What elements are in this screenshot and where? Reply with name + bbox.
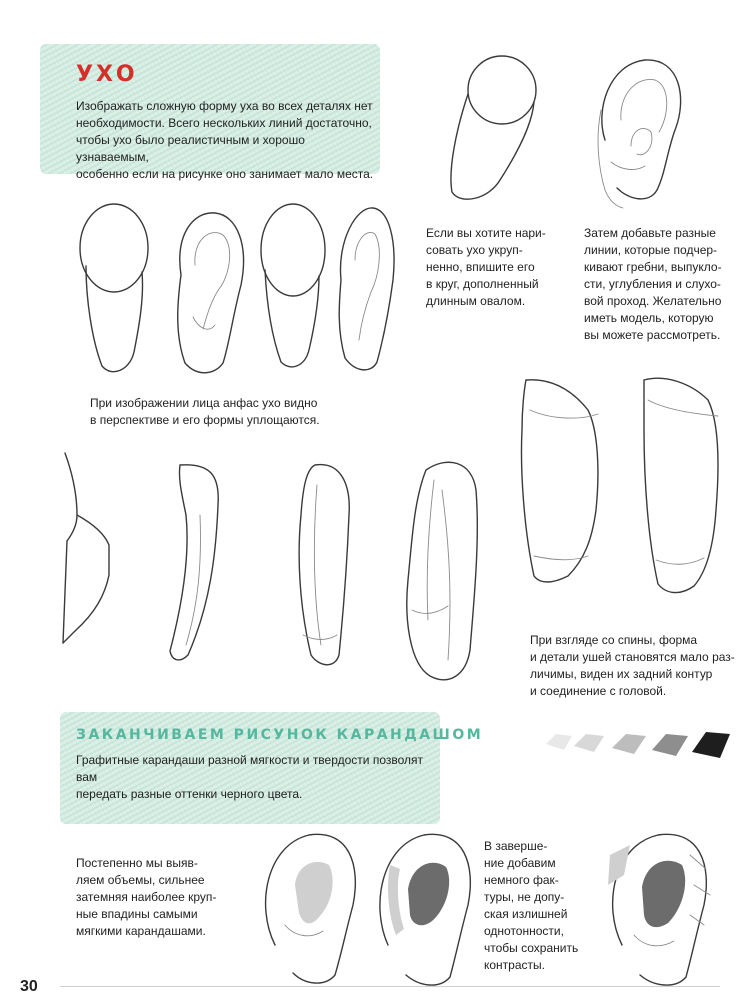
note-circle-oval: Если вы хотите нари- совать ухо укруп- ненно, впишите его в круг, дополненный длинным овалом. [426, 226, 546, 308]
back-view-ear-2-sketch [636, 370, 736, 610]
ear-row-2-sketch [163, 205, 253, 380]
ear-row-3-sketch [253, 200, 333, 380]
shaded-ear-volume-1-sketch [245, 825, 365, 990]
page-number: 30 [20, 978, 38, 995]
note-front-view: При изображении лица анфас ухо видно в перспективе и его формы уплощаются. [90, 396, 320, 427]
section-title-ear: УХО [76, 62, 138, 87]
front-view-ear-4-sketch [400, 450, 495, 690]
front-view-ear-3-sketch [285, 455, 375, 675]
ear-row-4-sketch [327, 200, 407, 380]
text-volume: Постепенно мы выяв- ляем объемы, сильнее затемняя наиболее круп- ные впадины самыми мягкими карандашами. [76, 856, 217, 938]
front-view-ear-1-sketch [55, 445, 125, 655]
section-intro-pencil: Графитные карандаши разной мягкости и твердости позволят вам передать разные оттенки черного цвета. [76, 753, 424, 801]
ear-construction-sketch [440, 50, 550, 210]
note-add-lines: Затем добавьте разные линии, которые подчер- кивают гребни, выпукло- сти, углубления и слухо- вой проход. Желательно иметь модель, которую вы можете рассмотреть. [584, 226, 722, 342]
shaded-ear-volume-2-sketch [360, 825, 480, 995]
section-intro-ear: Изображать сложную форму уха во всех деталях нет необходимости. Всего нескольких линий достаточно, чтобы ухо было реалистичным и хорошо узнаваемым, особенно если на рисунке оно занимает мало места. [76, 99, 374, 181]
ear-row-1-sketch [72, 200, 162, 380]
front-view-ear-2-sketch [160, 455, 250, 665]
text-texture: В заверше- ние добавим немного фак- туры, не допу- ская излишней однотонности, чтобы сохранить контрасты. [484, 839, 579, 972]
shaded-ear-texture-sketch [590, 825, 720, 995]
footer-rule [60, 986, 720, 987]
pencil-value-swatches [542, 728, 732, 760]
back-view-ear-1-sketch [512, 370, 622, 600]
note-back-view: При взгляде со спины, форма и детали ушей становятся мало раз- личимы, виден их задний контур и соединение с головой. [530, 633, 735, 698]
ear-detailed-sketch [575, 50, 695, 210]
section-title-pencil: ЗАКАНЧИВАЕМ РИСУНОК КАРАНДАШОМ [76, 727, 484, 743]
